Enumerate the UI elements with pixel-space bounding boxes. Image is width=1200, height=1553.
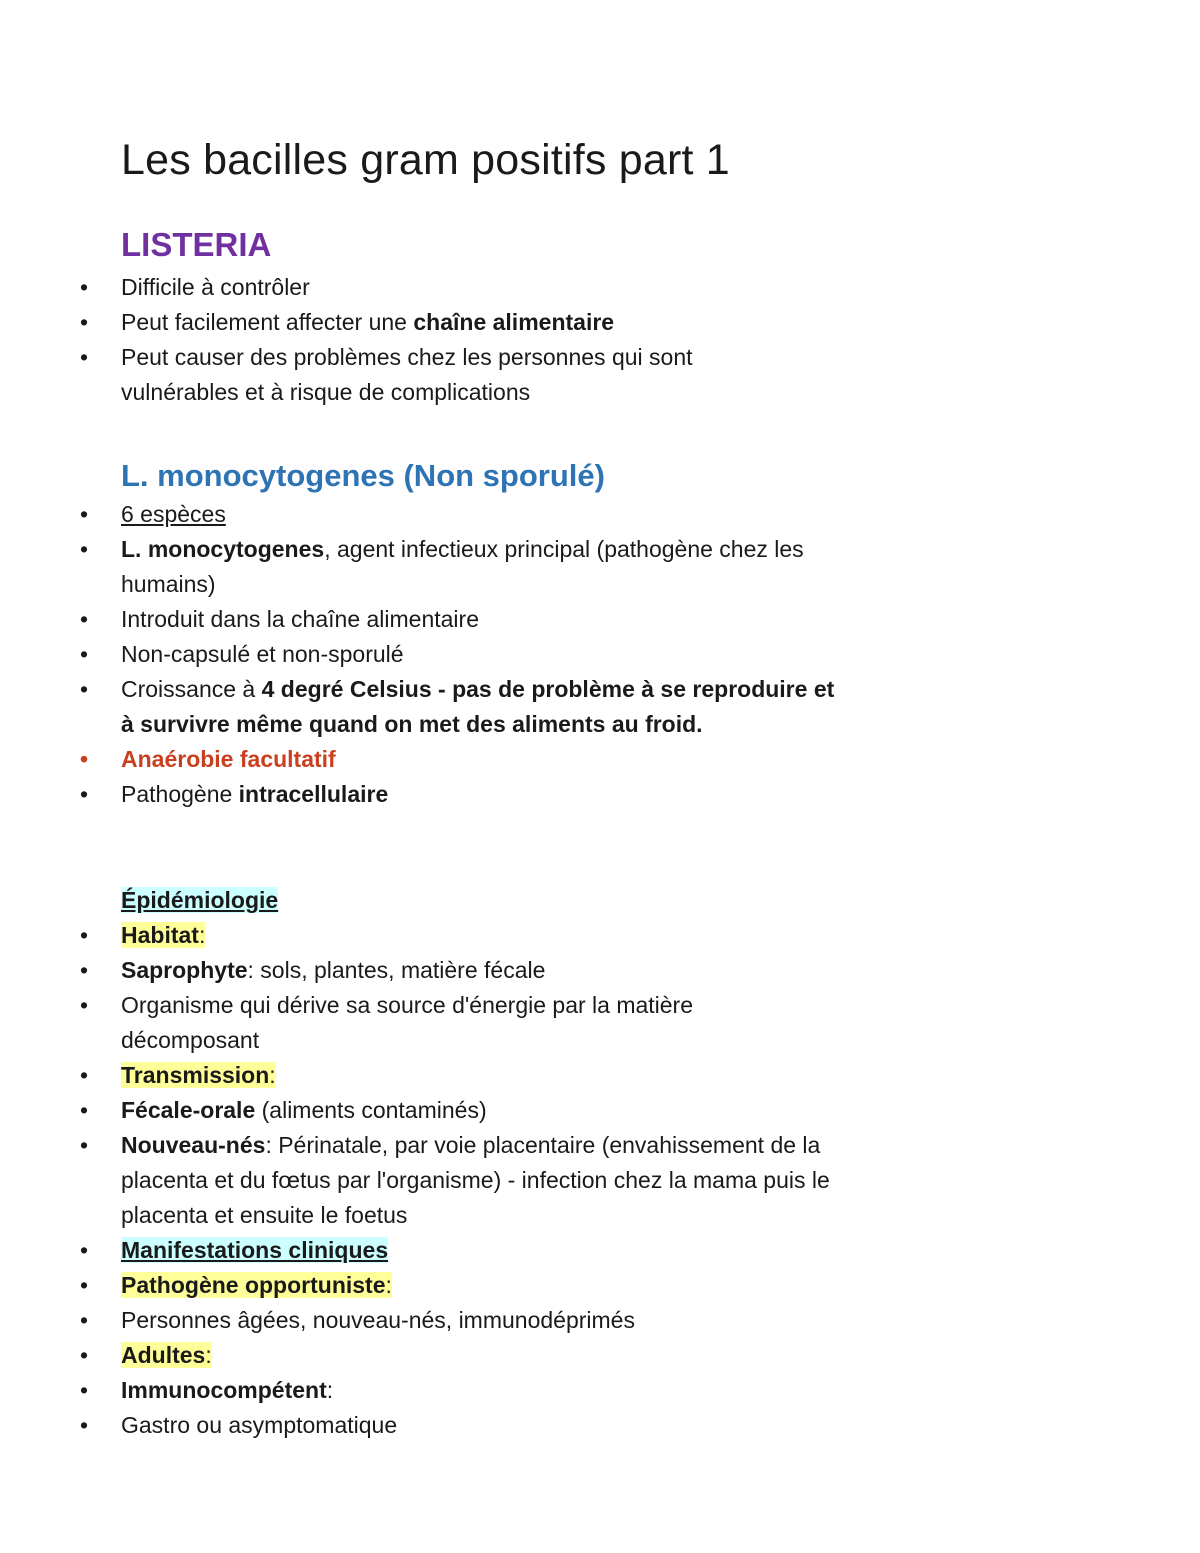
list-item	[0, 497, 860, 532]
item-bold-text: L. monocytogenes	[121, 536, 325, 562]
list-item	[0, 672, 846, 742]
item-text: Organisme qui dérive sa source d'énergie par la matière décomposant	[121, 992, 694, 1053]
list-item	[0, 1338, 860, 1373]
list-item	[0, 270, 860, 305]
item-text: Anaérobie facultatif	[121, 746, 336, 772]
monocytogenes-list	[0, 497, 860, 812]
item-bold-text: Pathogène opportuniste	[121, 1272, 386, 1298]
item-bold-text: Transmission	[121, 1062, 270, 1088]
list-item	[0, 1233, 860, 1268]
list-item	[0, 532, 811, 602]
list-item-red	[0, 742, 860, 777]
item-text: Personnes âgées, nouveau-nés, immunodéprimés	[121, 1307, 635, 1333]
list-item	[0, 1058, 860, 1093]
epidemiologie-heading-text: Épidémiologie	[121, 887, 279, 913]
list-item	[0, 1303, 860, 1338]
list-item	[0, 988, 811, 1058]
monocytogenes-heading: L. monocytogenes (Non sporulé)	[121, 458, 605, 493]
item-bold-text: Habitat	[121, 922, 199, 948]
item-text: :	[385, 1272, 392, 1298]
item-bold-text: intracellulaire	[238, 781, 389, 807]
item-text: :	[205, 1342, 212, 1368]
item-text: Non-capsulé et non-sporulé	[121, 641, 404, 667]
list-item	[0, 777, 860, 812]
listeria-list	[0, 270, 860, 410]
item-text: Peut causer des problèmes chez les personnes qui sont vulnérables et à risque de complications	[121, 344, 693, 405]
document-title: Les bacilles gram positifs part 1	[121, 136, 730, 184]
list-item	[0, 340, 781, 410]
item-text: Peut facilement affecter une	[121, 309, 414, 335]
item-text: Difficile à contrôler	[121, 274, 310, 300]
list-item	[0, 305, 860, 340]
item-text: Croissance à	[121, 676, 262, 702]
list-item	[0, 953, 860, 988]
list-item	[0, 1268, 860, 1303]
item-text: , agent infectieux principal (pathogène chez les humains)	[121, 536, 804, 597]
list-item	[0, 918, 860, 953]
item-text: Introduit dans la chaîne alimentaire	[121, 606, 479, 632]
item-text: Pathogène	[121, 781, 239, 807]
list-item	[0, 1408, 860, 1443]
list-item	[0, 637, 860, 672]
list-item	[0, 602, 860, 637]
item-text: : Périnatale, par voie placentaire (envahissement de la placenta et du fœtus par l'organisme) - infection chez la mama puis le placenta et ensuite le foetus	[121, 1132, 830, 1228]
item-text: (aliments contaminés)	[255, 1097, 487, 1123]
item-text: :	[269, 1062, 276, 1088]
item-bold-text: 4 degré Celsius - pas de problème à se reproduire et à survivre même quand on met des aliments au froid.	[121, 676, 835, 737]
epidemiologie-list	[0, 918, 860, 1443]
item-text: 6 espèces	[121, 501, 226, 527]
list-item	[0, 1093, 860, 1128]
list-item	[0, 1373, 860, 1408]
item-text: :	[326, 1377, 334, 1403]
item-text: Gastro ou asymptomatique	[121, 1412, 398, 1438]
item-bold-text: Adultes	[121, 1342, 206, 1368]
item-bold-text: Manifestations cliniques	[121, 1237, 389, 1263]
item-bold-text: Nouveau-nés	[121, 1132, 266, 1158]
list-item	[0, 1128, 861, 1233]
item-bold-text: Saprophyte	[121, 957, 248, 983]
listeria-heading: LISTERIA	[121, 226, 272, 263]
epidemiologie-heading	[121, 883, 278, 918]
item-text: :	[198, 922, 206, 948]
item-bold-text: Fécale-orale	[121, 1097, 256, 1123]
item-bold-text: Immunocompétent	[121, 1377, 327, 1403]
item-bold-text: chaîne alimentaire	[413, 309, 615, 335]
item-text: : sols, plantes, matière fécale	[247, 957, 546, 983]
